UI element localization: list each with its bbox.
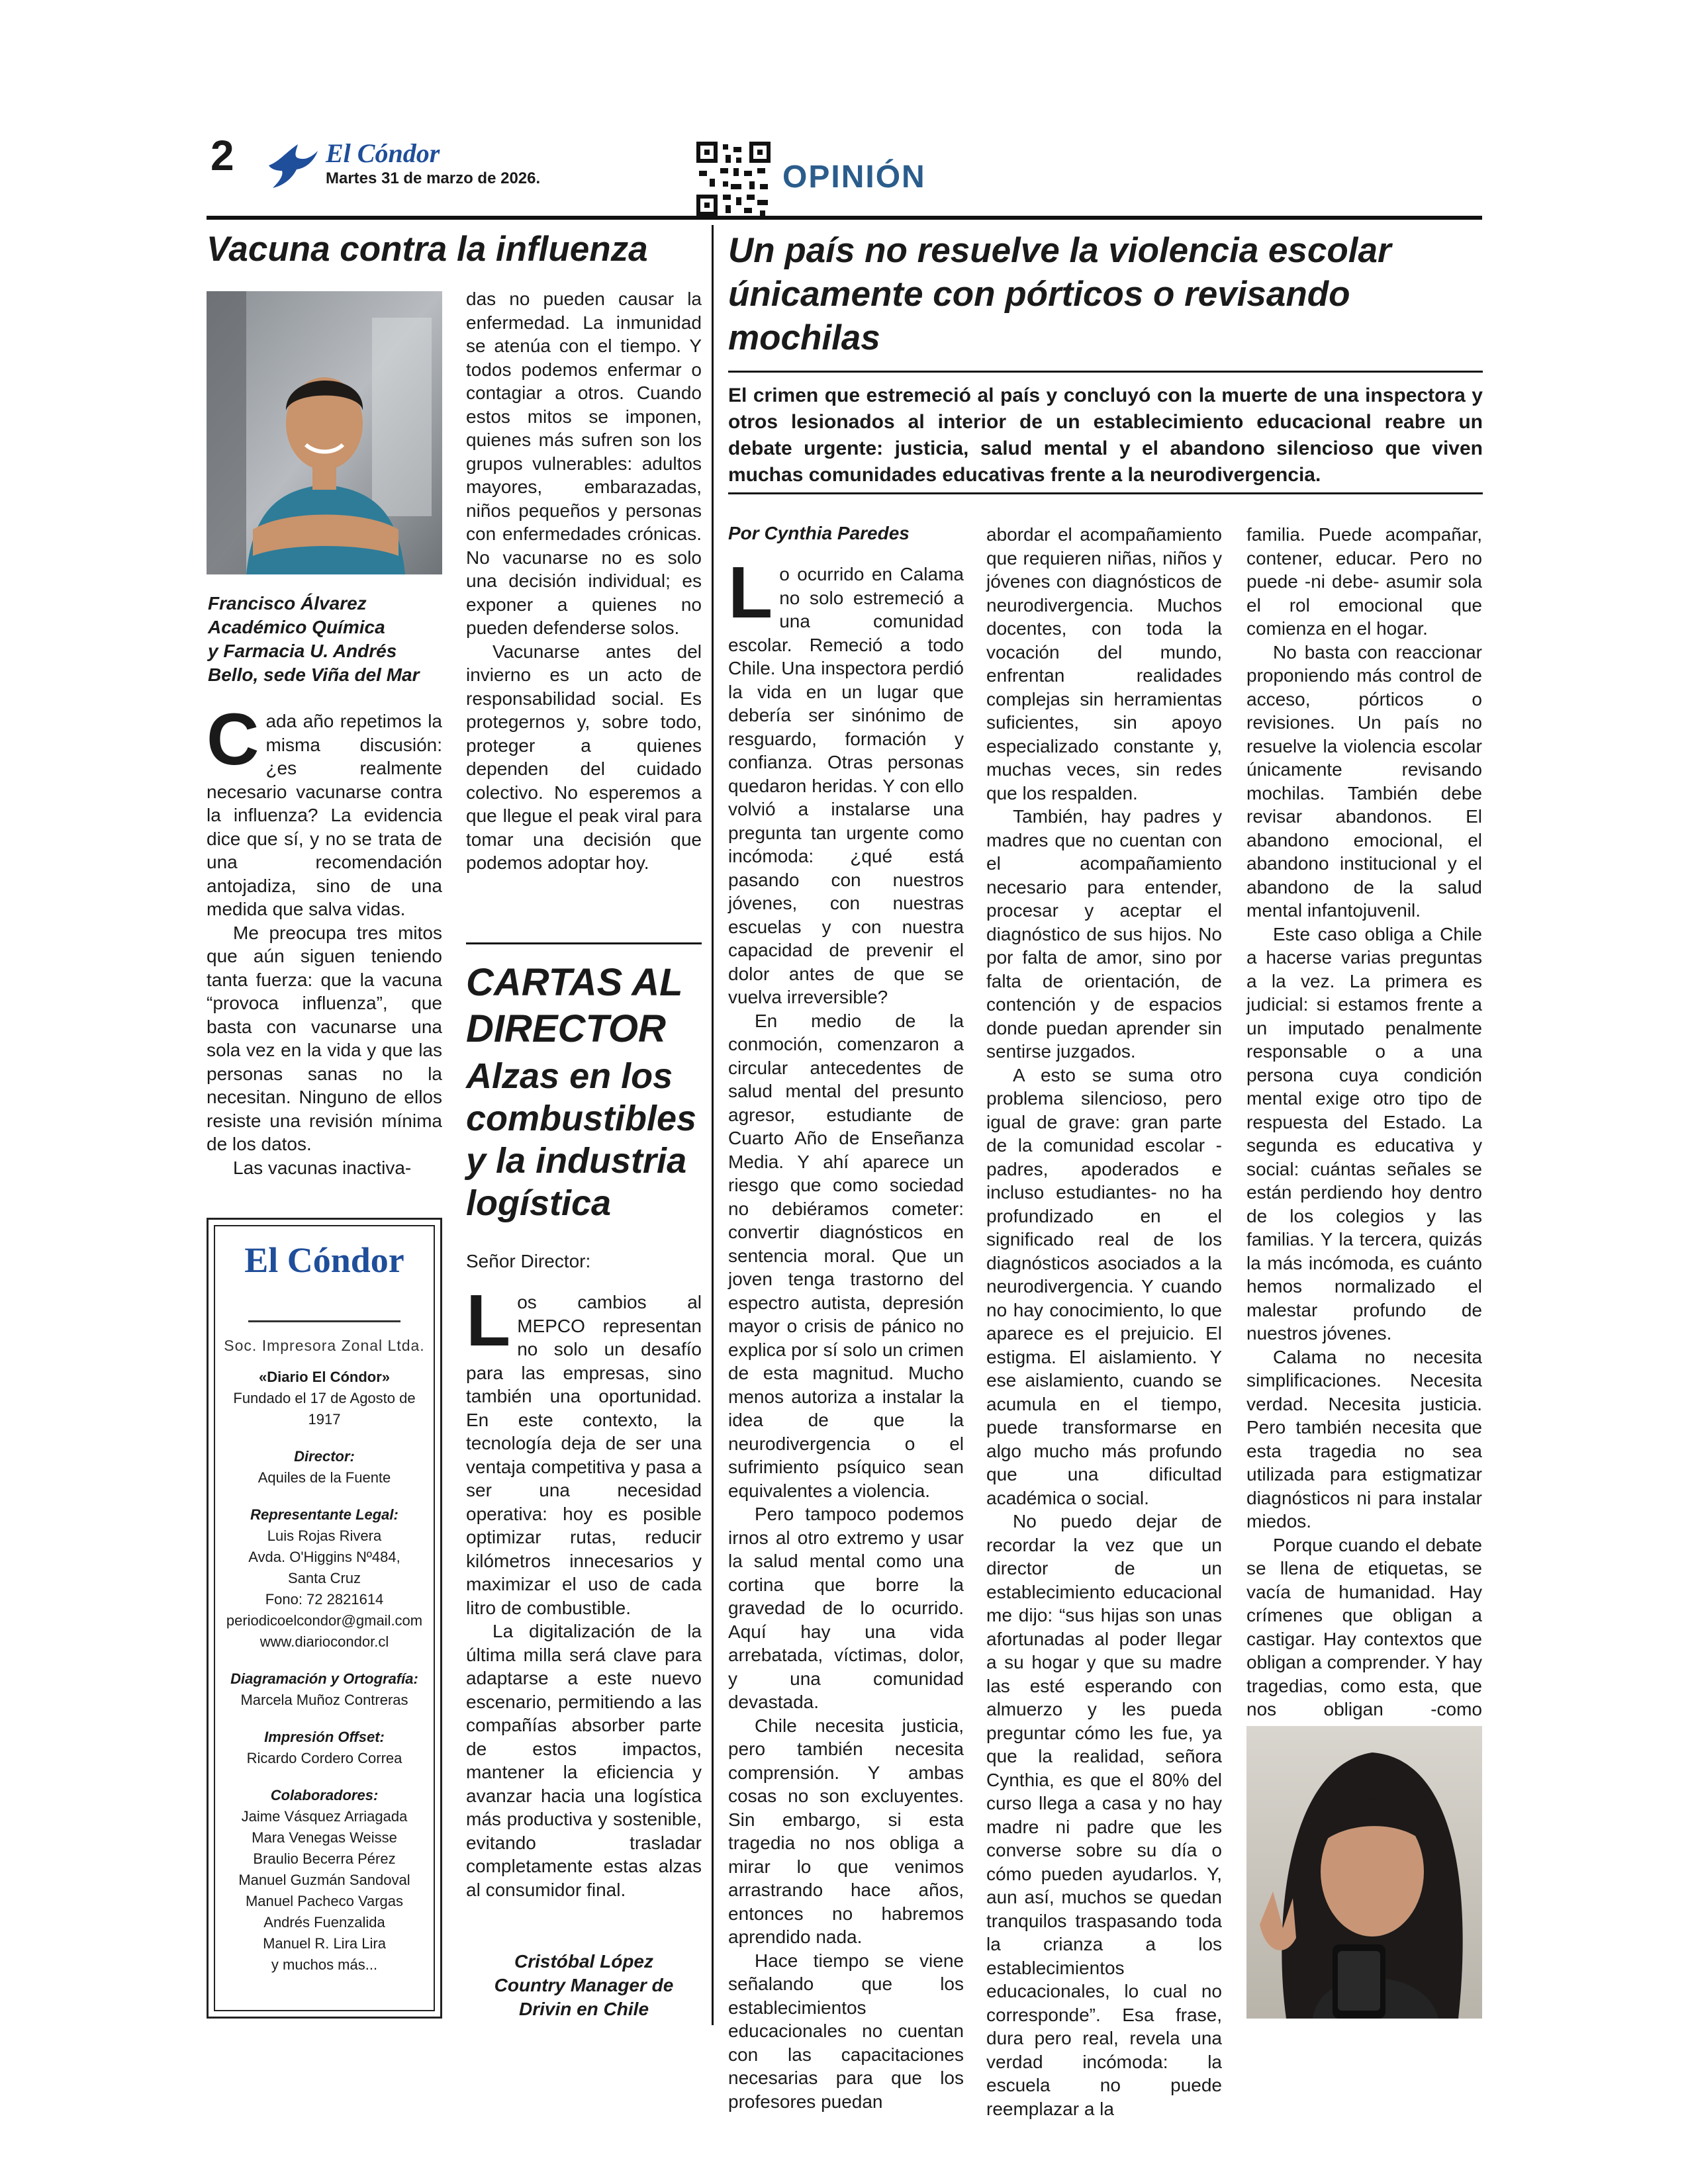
author-credit: Francisco Álvarez Académico Química y Farmacia U. Andrés Bello, sede Viña del Mar [208,593,420,685]
drop-cap: C [207,699,259,780]
paragraph: Este caso obliga a Chile a hacerse varias preguntas a la vez. La primera es judicial: si estamos frente a un imputado penalmente responsable o a una persona cuya condición mental exige otro tipo de respuesta del Estado. La segunda es educativa y social: cuántas señales se están perdiendo hoy dentro de los colegios y las familias. Y la tercera, quizás la más incómoda, es cuánto hemos normalizado el malestar profundo de nuestros jóvenes. [1246,923,1482,1343]
qr-code-icon[interactable] [696,142,771,216]
paragraph: Chile necesita justicia, pero también necesita comprensión. Y ambas cosas no son excluyentes. Sin embargo, si esta tragedia no nos obliga a mirar lo que venimos arrastrando hace años, entonces no habremos aprendido nada. [728,1715,964,1947]
main-article-title: Un país no resuelve la violencia escolar únicamente con pórticos o revisando mochilas [728,231,1391,357]
left-article-column-2 [466,287,702,923]
publisher-lines: Soc. Impresora Zonal Ltda. «Diario El Cóndor» Fundado el 17 de Agosto de 1917 Director: Aquiles de la Fuente Representante Legal: Luis Rojas Rivera Avda. O'Higgins Nº484, Santa Cruz Fono: 72 2821614 periodicoelcondor@gmail.com www.diariocondor.cl Diagramación y Ortografía: Marcela Muñoz Contreras Impresión Offset: Ricardo Cordero Correa Colaboradores: Jaime Vásquez Arriagada Mara Venegas Weisse Braulio Becerra Pérez Manuel Guzmán Sandoval Manuel Pacheco Vargas Andrés Fuenzalida Manuel R. Lira Lira y muchos más... [215,1335,434,1976]
drop-cap: L [466,1280,511,1361]
paragraph: A esto se suma otro problema silencioso, pero igual de grave: gran parte de la comunidad escolar -padres, apoderados e incluso estudiantes- no ha profundizado en el significado real de los diagnósticos asociados a la neurodivergencia. Y cuando no hay conocimiento, lo que aparece es el prejuicio. El estigma. El aislamiento. Y ese aislamiento, cuando se acumula en el tiempo, puede transformarse en algo mucho más profundo que una dificultad académica o social. [986,1064,1222,1508]
drop-cap: L [728,552,773,633]
main-article-column-3 [1246,523,1482,1721]
paragraph: Pero tampoco podemos irnos al otro extremo y usar la salud mental como una cortina que borre la gravedad de lo ocurrido. Aquí hay una vida arrebatada, víctimas, dolor, y una comunidad devastada. [728,1504,964,1712]
main-article-lead: El crimen que estremeció al país y concluyó con la muerte de una inspectora y otros lesionados al interior de un establecimiento educacional reabre un debate urgente: justicia, salud mental y el abandono silencioso que viven muchas comunidades educativas frente a la neurodivergencia. [728,385,1483,486]
author-photo [207,291,442,574]
left-article-title: Vacuna contra la influenza [207,230,648,269]
header-rule [207,216,1482,220]
cartas-rule [466,942,702,944]
paragraph: Cada año repetimos la misma discusión: ¿es realmente necesario vacunarse contra la influenza? La evidencia dice que sí, y no se trata de una recomendación antojadiza, sino de una medida que salva vidas. [207,699,442,919]
publisher-logo: El Cóndor [244,1240,404,1280]
paragraph: Vacunarse antes del invierno es un acto de responsabilidad social. Es protegernos y, sobre todo, proteger a quienes dependen del cuidado colectivo. No esperemos a que llegue el peak viral para tomar una decisión que podemos adoptar hoy. [466,641,702,873]
publisher-info-frame [214,1225,435,2011]
paragraph: Lo ocurrido en Calama no solo estremeció a una comunidad escolar. Remeció a todo Chile. Una inspectora perdió la vida en un lugar que debería ser sinónimo de resguardo, formación y confianza. Otras personas quedaron heridas. Y con ello volvió a instalarse una pregunta tan urgente como incómoda: ¿qué está pasando con nuestros jóvenes, con nuestras escuelas y con nuestra capacidad de prevenir el dolor antes de que se vuelva irreversible? [728,552,964,1007]
condor-logo-icon [266,139,319,192]
paragraph: La digitalización de la última milla será clave para adaptarse a este nuevo escenario, permitiendo a las compañías absorber parte de estos impactos, mantener la eficiencia y avanzar hacia una logística más productiva y sostenible, evitando trasladar completamente estas alzas al consumidor final. [466,1621,702,1900]
paragraph: También, hay padres y madres que no cuentan con el acompañamiento necesario para entender, procesar y aceptar el diagnóstico de sus hijos. No por falta de amor, sino por falta de orientación, de contención y de espacios donde puedan aprender sin sentirse juzgados. [986,806,1222,1062]
publisher-email[interactable]: periodicoelcondor@gmail.com [226,1612,423,1629]
title-rule [728,371,1483,373]
main-article-column-1 [728,552,964,2112]
paragraph: familia. Puede acompañar, contener, educar. Pero no puede -ni debe- asumir sola el rol emocional que comienza en el hogar. [1246,524,1482,639]
paragraph: Calama no necesita simplificaciones. Necesita verdad. Necesita justicia. Pero también necesita que esta tragedia no sea utilizada para estigmatizar diagnósticos ni para instalar miedos. [1246,1346,1482,1531]
issue-date: Martes 31 de marzo de 2026. [326,169,541,187]
page-number: 2 [211,132,234,179]
masthead-name: El Cóndor [326,138,440,168]
lead-rule [728,492,1483,494]
cartas-salutation: Señor Director: [466,1251,591,1271]
left-article-column-1 [207,699,442,1199]
cartas-subtitle: Alzas en los combustibles y la industria logística [466,1056,697,1223]
paragraph: Hace tiempo se viene señalando que los establecimientos educacionales no cuentan con las capacitaciones necesarias para que los profesores puedan [728,1950,964,2112]
paragraph: abordar el acompañamiento que requieren niñas, niños y jóvenes con diagnósticos de neurodivergencia. Muchos docentes, con toda la vocación del mundo, enfrentan realidades complejas sin herramientas suficientes, sin apoyo especializado constante y, muchas veces, sin redes que los respalden. [986,524,1222,803]
byline: Por Cynthia Paredes [728,523,910,543]
paragraph: No puedo dejar de recordar la vez que un director de un establecimiento educacional me dijo: “sus hijas son unas afortunadas al poder llegar a su hogar y que su madre las esté esperando con almuerzo y les pueda preguntar cómo les fue, ya que la realidad, señora Cynthia, es que el 80% del curso llega a casa y no hay madre ni padre que les converse sobre su día o cómo pueden ayudarlos. Y, aun así, muchos se quedan tranquilos traspasando toda la crianza a los establecimientos educacionales, lo cual no corresponde”. Esa frase, dura pero real, revela una verdad incómoda: la escuela no puede reemplazar a la [986,1511,1222,2119]
paragraph: No basta con reaccionar proponiendo más control de acceso, pórticos o revisiones. Un país no resuelve la violencia escolar únicamente revisando mochilas. También debe revisar abandonos. El abandono emocional, el abandono institucional y el abandono de la salud mental infantojuvenil. [1246,641,1482,921]
section-label: OPINIÓN [782,159,926,195]
column-divider [712,225,714,2025]
cartas-signature: Cristóbal López Country Manager de Drivin en Chile [494,1951,674,2019]
paragraph: Los cambios al MEPCO representan no solo un desafío para las empresas, sino también una oportunidad. En este contexto, la tecnología deja de ser una ventaja competitiva y pasa a ser una necesidad operativa: hoy es posible optimizar rutas, reducir kilómetros innecesarios y maximizar el uso de cada litro de combustible. [466,1280,702,1618]
paragraph: das no pueden causar la enfermedad. La inmunidad se atenúa con el tiempo. Y todos podemos enfermar o contagiar a otros. Cuando estos mitos se imponen, quienes más sufren son los grupos vulnerables: adultos mayores, embarazadas, niños pequeños y personas con enfermedades crónicas. No vacunarse no es solo una decisión individual; es exponer a quienes no pueden defenderse solos. [466,289,702,638]
cartas-heading: CARTAS AL DIRECTOR [466,961,682,1050]
paragraph: Me preocupa tres mitos que aún siguen teniendo tanta fuerza: que la vacuna “provoca influenza”, que basta con vacunarse una sola vez en la vida y que las personas sanas no la necesitan. Ninguno de ellos resiste una revisión mínima de los datos. [207,922,442,1154]
article-photo [1246,1726,1482,2019]
paragraph: Las vacunas inactiva- [233,1157,412,1178]
cartas-body [466,1280,702,1906]
main-article-column-2 [986,523,1222,2119]
publisher-info-box [207,1218,442,2019]
publisher-website[interactable]: www.diariocondor.cl [259,1633,389,1650]
paragraph: Porque cuando el debate se llena de etiquetas, se vacía de humanidad. Hay crímenes que obligan a castigar. Hay contextos que obligan a comprender. Y hay tragedias, como esta, que nos obligan -como [1246,1534,1482,1719]
paragraph: En medio de la conmoción, comenzaron a circular antecedentes de salud mental del presunto agresor, estudiante de Cuarto Año de Enseñanza Media. Y ahí aparece un riesgo que como sociedad no debiéramos cometer: convertir diagnósticos en sentencia moral. Que un joven tenga trastorno del espectro autista, depresión mayor o crisis de pánico no explica por sí solo un crimen de esta magnitud. Mucho menos autoriza a instalar la idea de que la neurodivergencia o el sufrimiento psíquico sean equivalentes a violencia. [728,1010,964,1501]
publisher-divider [248,1320,400,1322]
